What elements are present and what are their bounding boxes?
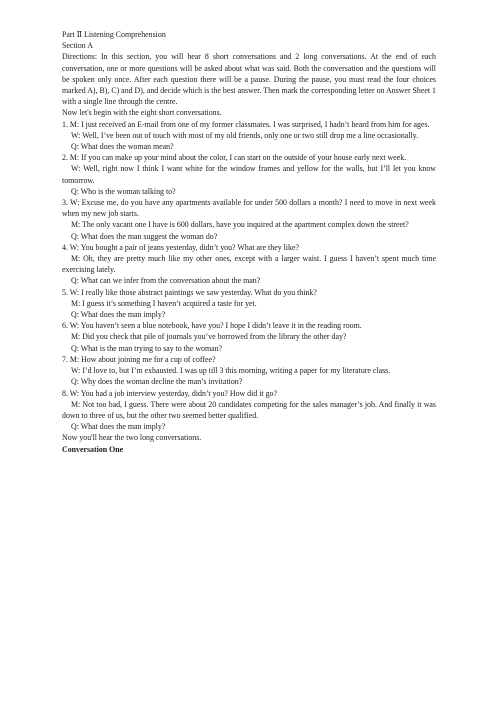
section-heading: Section A [62,41,93,51]
first-speaker-line: 6. W: You haven’t seen a blue notebook, have you? I hope I didn’t leave it in the reading room. [62,321,362,331]
outro-line: Now you'll hear the two long conversations. [62,433,202,443]
first-speaker-line: 1. M: I just received an E-mail from one of my former classmates. I was surprised, I hadn’t heard from him for ages. [62,119,430,129]
second-speaker-line: W: I’d love to, but I’m exhausted. I was up till 3 this morning, writing a paper for my literature class. [71,366,391,376]
conversation-item [62,388,436,433]
question-line: Q: What does the man suggest the woman do? [71,231,218,241]
conversation-heading: Conversation One [62,444,124,454]
conversation-item [62,320,436,354]
second-speaker-line: W: Well, I’ve been out of touch with most of my old friends, only one or two still drop me a line occasionally. [71,130,419,140]
first-speaker-line: 3. W: Excuse me, do you have any apartments available for under 500 dollars a month? I need to move in next week when my new job starts. [62,198,436,219]
conversation-item [62,197,436,242]
second-speaker-line: M: Not too bad, I guess. There were about 20 candidates competing for the sales manager’s job. And finally it was down to three of us, but the other two seemed better qualified. [62,399,436,420]
conversation-item [62,119,436,153]
second-speaker-line: M: The only vacant one I have is 600 dollars, have you inquired at the apartment complex down the street? [71,220,409,230]
second-speaker-line: M: I guess it’s something I haven’t acquired a taste for yet. [71,298,257,308]
part-heading: Part Ⅱ Listening Comprehension [62,30,166,39]
question-line: Q: What does the man imply? [71,422,166,432]
question-line: Q: What does the man imply? [71,310,166,320]
second-speaker-line: W: Well, right now I think I want white for the window frames and yellow for the walls, but I’ll let you know tomorrow. [62,164,436,185]
question-line: Q: Why does the woman decline the man’s invitation? [71,377,243,387]
conversation-item [62,242,436,287]
first-speaker-line: 2. M: If you can make up your mind about the color, I can start on the outside of your house early next week. [62,153,407,163]
question-line: Q: What can we infer from the conversation about the man? [71,276,261,286]
first-speaker-line: 7. M: How about joining me for a cup of coffee? [62,354,216,364]
conversation-item [62,354,436,388]
first-speaker-line: 5. W: I really like those abstract paintings we saw yesterday. What do you think? [62,287,317,297]
intro-line: Now let's begin with the eight short conversations. [62,108,222,118]
second-speaker-line: M: Oh, they are pretty much like my other ones, except with a larger waist. I guess I haven’t spent much time exercising lately. [62,254,436,275]
second-speaker-line: M: Did you check that pile of journals you’ve borrowed from the library the other day? [71,332,347,342]
directions-paragraph: Directions: In this section, you will hear 8 short conversations and 2 long conversations. At the end of each conversation, one or more questions will be asked about what was said. Both the conversation and the questions will be spoken only once. After each question there will be a pause. During the pause, you must read the four choices marked A), B), C) and D), and decide which is the best answer. Then mark the corresponding letter on Answer Sheet 1 with a single line through the centre. [62,52,436,107]
first-speaker-line: 4. W: You bought a pair of jeans yesterday, didn’t you? What are they like? [62,242,299,252]
first-speaker-line: 8. W: You had a job interview yesterday, didn’t you? How did it go? [62,388,277,398]
conversation-item [62,152,436,197]
question-line: Q: Who is the woman talking to? [71,186,176,196]
document-body [62,29,436,455]
question-line: Q: What is the man trying to say to the woman? [71,343,223,353]
question-line: Q: What does the woman mean? [71,142,174,152]
conversation-item [62,287,436,321]
